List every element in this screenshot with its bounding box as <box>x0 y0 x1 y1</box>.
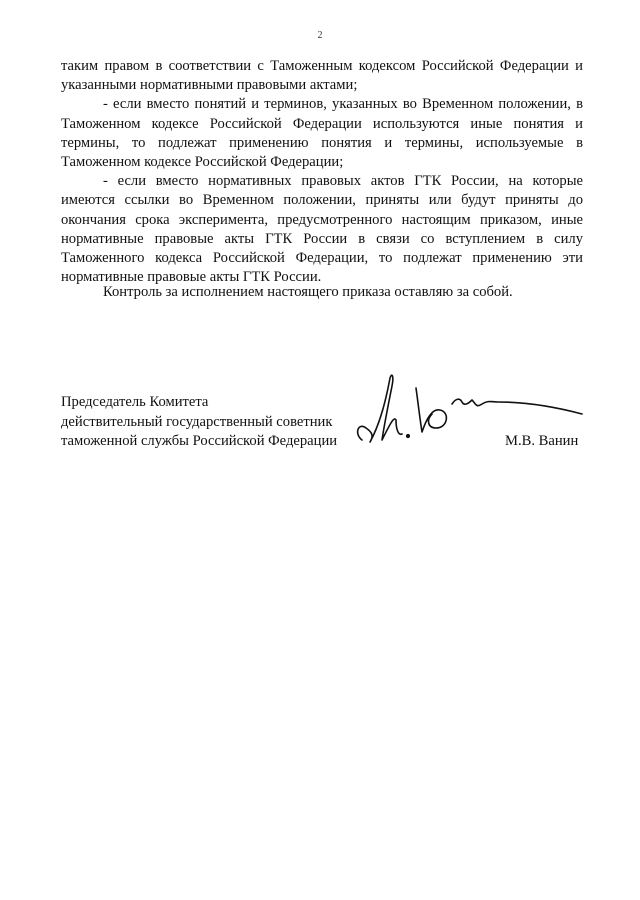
signatory-title <box>61 393 337 452</box>
signatory-title-line: действительный государственный советник <box>61 413 333 430</box>
signatory-name: М.В. Ванин <box>505 433 579 449</box>
paragraph-normative-acts-clause: - если вместо нормативных правовых актов ГТК России, на которые имеются ссылки во Временном положении, приняты или будут приняты до окончания срока эксперимента, предусмотренного настоящим приказом, иные нормативные правовые акты ГТК России в связи со вступлением в силу Таможенного кодекса Российской Федерации, то подлежат применению эти нормативные правовые акты ГТК России. <box>61 173 583 286</box>
paragraph-terms-clause: - если вместо понятий и терминов, указанных во Временном положении, в Таможенном кодексе Российской Федерации используются иные понятия и термины, то подлежат применению понятия и термины, используемые в Таможенном кодексе Российской Федерации; <box>61 96 583 171</box>
page-number: 2 <box>317 30 323 41</box>
control-statement: Контроль за исполнением настоящего приказа оставляю за собой. <box>103 284 513 300</box>
signatory-title-line: Председатель Комитета <box>61 394 209 410</box>
signatory-title-line: таможенной службы Российской Федерации <box>61 433 338 449</box>
body-text <box>61 57 583 287</box>
paragraph-continuation: таким правом в соответствии с Таможенным кодексом Российской Федерации и указанными нормативными правовыми актами; <box>61 58 583 94</box>
